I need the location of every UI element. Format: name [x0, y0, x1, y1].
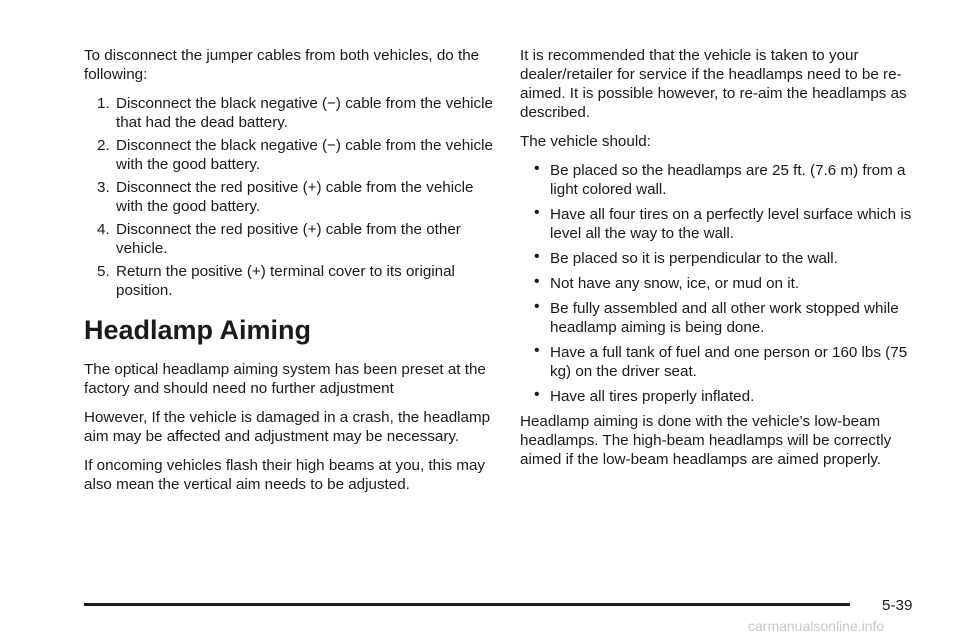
step-number: 5.: [97, 263, 110, 280]
footer-rule: [84, 603, 850, 606]
bullet-icon: •: [534, 160, 540, 177]
list-item: [520, 161, 920, 199]
body-paragraph: The optical headlamp aiming system has been preset at the factory and should need no further adjustment: [84, 361, 486, 397]
service-recommendation: It is recommended that the vehicle is taken to your dealer/retailer for service if the headlamps need to be re-aimed. It is possible however, to re-aim the headlamps as described.: [520, 47, 907, 121]
step-text: Return the positive (+) terminal cover to its original position.: [116, 263, 455, 299]
list-item: [520, 387, 920, 406]
step-item: [84, 136, 494, 174]
disconnect-steps-list: [84, 94, 494, 300]
step-text: Disconnect the black negative (−) cable from the vehicle that had the dead battery.: [116, 95, 493, 131]
step-item: [84, 94, 494, 132]
aiming-closing-paragraph: Headlamp aiming is done with the vehicle’s low-beam headlamps. The high-beam headlamps will be correctly aimed if the low-beam headlamps are aimed properly.: [520, 413, 892, 468]
list-item-text: Be fully assembled and all other work stopped while headlamp aiming is being done.: [550, 300, 899, 336]
step-text: Disconnect the red positive (+) cable from the other vehicle.: [116, 221, 461, 257]
bullet-icon: •: [534, 386, 540, 403]
bullet-icon: •: [534, 248, 540, 265]
left-column: [84, 46, 494, 504]
list-item: [520, 274, 920, 293]
list-item-text: Have all four tires on a perfectly level surface which is level all the way to the wall.: [550, 206, 912, 242]
bullet-icon: •: [534, 298, 540, 315]
list-item-text: Be placed so it is perpendicular to the wall.: [550, 250, 838, 267]
step-item: [84, 220, 494, 258]
step-number: 1.: [97, 95, 110, 112]
jumper-intro: To disconnect the jumper cables from both vehicles, do the following:: [84, 47, 480, 83]
requirements-lead: The vehicle should:: [520, 133, 651, 150]
step-item: [84, 262, 494, 300]
step-item: [84, 178, 494, 216]
bullet-icon: •: [534, 273, 540, 290]
step-number: 2.: [97, 137, 110, 154]
list-item-text: Be placed so the headlamps are 25 ft. (7.6 m) from a light colored wall.: [550, 162, 906, 198]
body-paragraph: If oncoming vehicles flash their high beams at you, this may also mean the vertical aim needs to be adjusted.: [84, 457, 485, 493]
watermark: carmanualsonline.info: [748, 618, 885, 634]
requirements-list: [520, 161, 920, 406]
step-text: Disconnect the black negative (−) cable from the vehicle with the good battery.: [116, 137, 493, 173]
body-paragraph: However, If the vehicle is damaged in a crash, the headlamp aim may be affected and adjustment may be necessary.: [84, 409, 491, 445]
step-text: Disconnect the red positive (+) cable from the vehicle with the good battery.: [116, 179, 474, 215]
page-number: 5-39: [882, 597, 913, 614]
bullet-icon: •: [534, 204, 540, 221]
bullet-icon: •: [534, 342, 540, 359]
step-number: 4.: [97, 221, 110, 238]
list-item: [520, 343, 920, 381]
list-item-text: Not have any snow, ice, or mud on it.: [550, 275, 800, 292]
list-item: [520, 249, 920, 268]
right-column: [520, 46, 920, 479]
step-number: 3.: [97, 179, 110, 196]
section-heading: Headlamp Aiming: [84, 315, 312, 345]
list-item: [520, 205, 920, 243]
list-item: [520, 299, 920, 337]
list-item-text: Have a full tank of fuel and one person or 160 lbs (75 kg) on the driver seat.: [550, 344, 908, 380]
list-item-text: Have all tires properly inflated.: [550, 388, 755, 405]
